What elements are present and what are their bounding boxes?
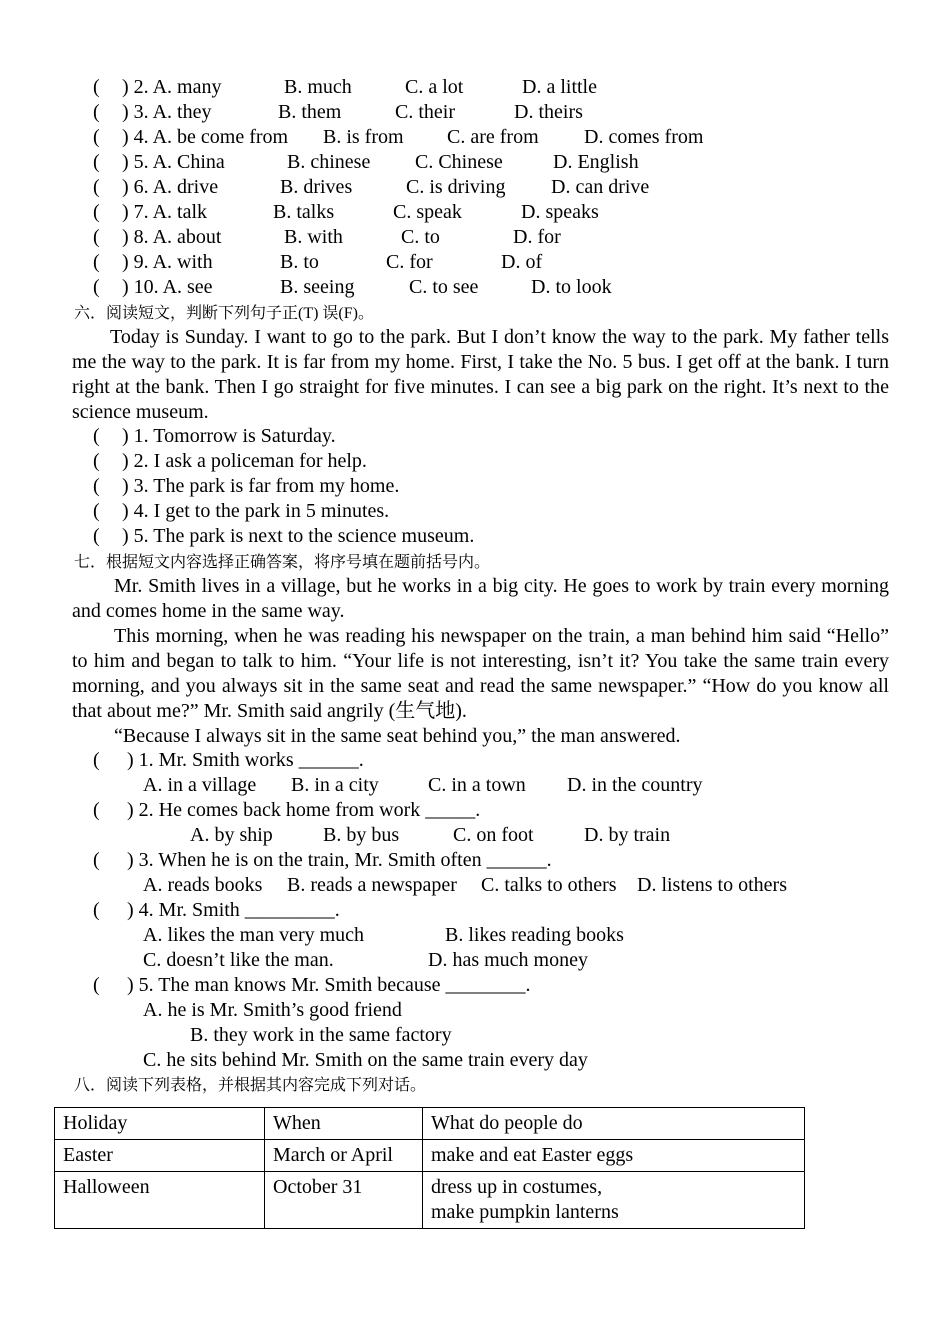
holiday-table	[54, 1107, 805, 1229]
cell-what-line-2: make pumpkin lanterns	[431, 1201, 619, 1223]
header-what: What do people do	[423, 1108, 805, 1140]
table-header-row	[55, 1108, 805, 1140]
section7-paragraph-1: Mr. Smith lives in a village, but he works in a big city. He goes to work by train every morning and comes home in the same way.	[72, 575, 889, 622]
cell-what: make and eat Easter eggs	[423, 1140, 805, 1172]
section7-paragraph-2: This morning, when he was reading his newspaper on the train, a man behind him said “Hello” to him and began to talk to him. “Your life is not interesting, isn’t it? You take the same train every morning, and you always sit in the same seat and read the same newspaper.” “How do you know all that about me?” Mr. Smith said angrily (生气地).	[72, 625, 889, 722]
section7-paragraph-3: “Because I always sit in the same seat behind you,” the man answered.	[114, 725, 681, 747]
cell-what	[423, 1172, 805, 1229]
section6-passage-text: Today is Sunday. I want to go to the park. But I don’t know the way to the park. My father tells me the way to the park. It is far from my home. First, I take the No. 5 bus. I get off at the bank. I turn right at the bank. Then I go straight for five minutes. I can see a big park on the right. It’s next to the science museum.	[72, 326, 889, 423]
cell-what-line-1: dress up in costumes,	[431, 1176, 603, 1198]
section7-heading: 七．根据短文内容选择正确答案，将序号填在题前括号内。	[74, 554, 491, 571]
table-row	[55, 1140, 805, 1172]
section7-passage	[72, 574, 889, 749]
cell-when: October 31	[265, 1172, 423, 1229]
section6-passage	[72, 325, 889, 425]
cell-holiday: Halloween	[55, 1172, 265, 1229]
section8-heading: 八．阅读下列表格，并根据其内容完成下列对话。	[74, 1077, 427, 1094]
cell-when: March or April	[265, 1140, 423, 1172]
header-holiday: Holiday	[55, 1108, 265, 1140]
cell-holiday: Easter	[55, 1140, 265, 1172]
header-when: When	[265, 1108, 423, 1140]
table-row	[55, 1172, 805, 1229]
section6-heading: 六．阅读短文，判断下列句子正(T) 误(F)。	[74, 305, 374, 322]
